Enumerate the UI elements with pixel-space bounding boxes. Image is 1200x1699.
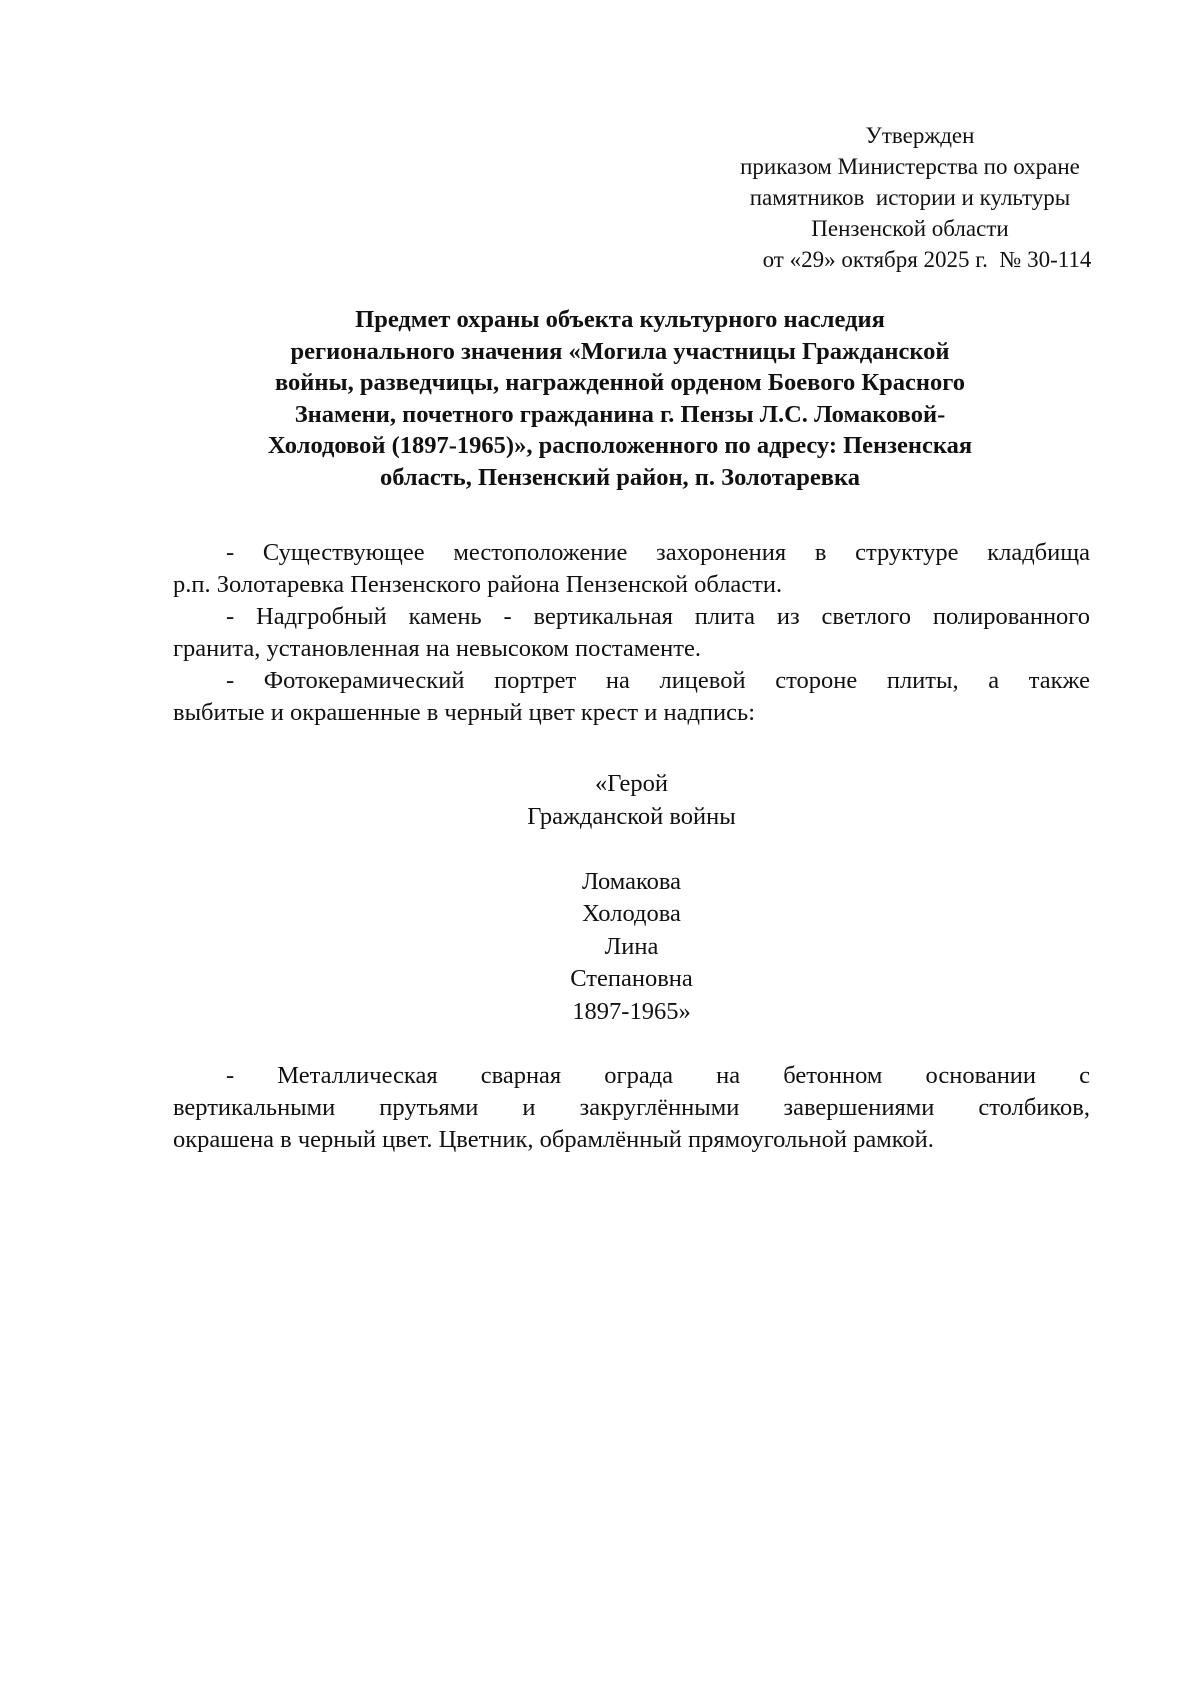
inscription-line: Холодова	[582, 900, 681, 927]
list-item	[173, 665, 1090, 729]
paragraph-line: р.п. Золотаревка Пензенского района Пензенской области.	[173, 571, 783, 598]
title-line: регионального значения «Могила участницы Гражданской	[290, 337, 950, 365]
protection-items	[173, 537, 1090, 729]
title-line: войны, разведчицы, награжденной орденом Боевого Красного	[274, 369, 966, 396]
paragraph-line: выбитые и окрашенные в черный цвет крест и надпись:	[173, 699, 756, 726]
approval-stamp	[680, 120, 1140, 275]
title-line: Предмет охраны объекта культурного наследия	[355, 306, 885, 333]
title-line: область, Пензенский район, п. Золотаревка	[379, 463, 861, 491]
fence-description	[173, 1060, 1090, 1156]
spacer	[173, 833, 1090, 866]
list-item	[173, 537, 1090, 601]
paragraph-line: вертикальными прутьями и закруглёнными завершениями столбиков,	[173, 1094, 1090, 1121]
paragraph-line: - Надгробный камень - вертикальная плита из светлого полированного	[226, 603, 1090, 630]
paragraph-line: окрашена в черный цвет. Цветник, обрамлённый прямоугольной рамкой.	[173, 1126, 934, 1153]
title-line: Холодовой (1897-1965)», расположенного по адресу: Пензенская	[267, 432, 973, 459]
inscription-line: 1897-1965»	[572, 997, 691, 1025]
approval-date-number: от «29» октября 2025 г. № 30-114	[762, 247, 1092, 272]
inscription-line: «Герой	[594, 770, 669, 797]
inscription-line: Гражданской войны	[527, 802, 736, 830]
approval-line: приказом Министерства по охране	[740, 154, 1080, 179]
tombstone-inscription	[173, 768, 1090, 1028]
approval-line: Пензенской области	[811, 216, 1009, 241]
paragraph-line: гранита, установленная на невысоком постаменте.	[173, 635, 701, 662]
approval-line: памятников истории и культуры	[749, 185, 1071, 210]
document-title	[200, 304, 1040, 493]
title-line: Знамени, почетного гражданина г. Пензы Л.С. Ломаковой-	[294, 400, 946, 428]
paragraph-line: - Фотокерамический портрет на лицевой стороне плиты, а также	[226, 667, 1090, 694]
paragraph-line: - Металлическая сварная ограда на бетонном основании с	[226, 1062, 1090, 1089]
inscription-line: Лина	[604, 932, 659, 960]
list-item	[173, 601, 1090, 665]
approval-line: Утвержден	[865, 123, 975, 148]
inscription-line: Степановна	[570, 965, 693, 992]
paragraph-line: - Существующее местоположение захоронения в структуре кладбища	[226, 539, 1090, 566]
inscription-line: Ломакова	[581, 867, 682, 895]
